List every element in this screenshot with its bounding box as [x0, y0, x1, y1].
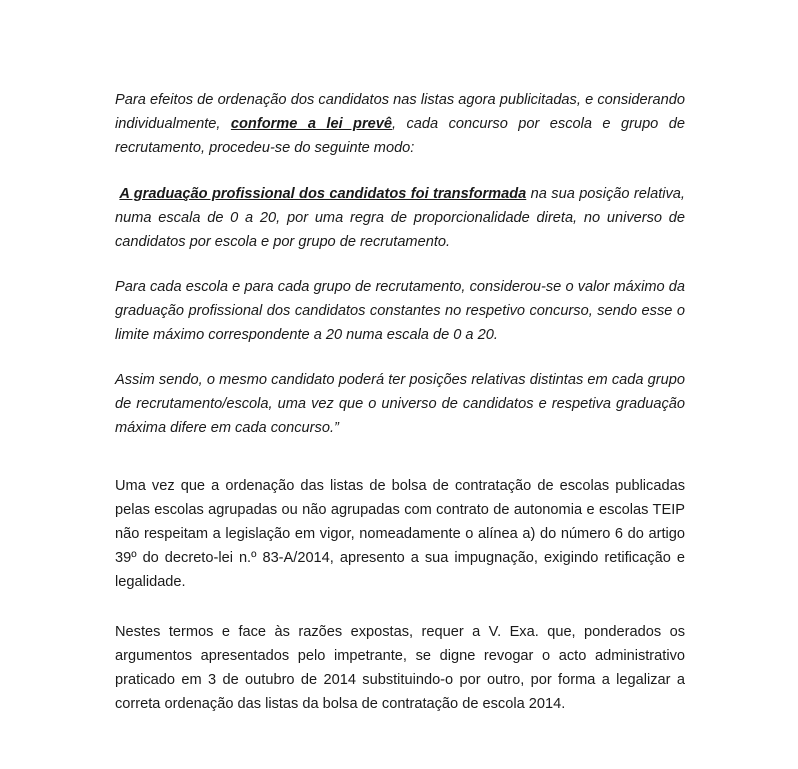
paragraph-max-value: Para cada escola e para cada grupo de recrutamento, considerou-se o valor máximo da graduação profissional dos candidatos constantes no respetivo concurso, sendo esse o limite máximo correspondente a 20 numa escala de 0 a 20.: [115, 279, 685, 343]
paragraph-graduation-transform: [115, 182, 685, 254]
paragraph-request: Nestes termos e face às razões expostas, requer a V. Exa. que, ponderados os argumentos apresentados pelo impetrante, se digne revogar o acto administrativo praticado em 3 de outubro de 2014 substituindo-o por outro, por forma a legalizar a correta ordenação das listas da bolsa de contratação de escola 2014.: [115, 624, 685, 712]
emphasis-graduation: A graduação profissional dos candidatos foi transformada: [119, 186, 527, 202]
paragraph-relative-positions: Assim sendo, o mesmo candidato poderá ter posições relativas distintas em cada grupo de recrutamento/escola, uma vez que o universo de candidatos e respetiva graduação máxima difere em cada concurso.”: [115, 372, 685, 436]
paragraph-ordering-purpose: [115, 88, 685, 160]
text: na sua posição relativa, numa escala de 0 a 20, por uma regra de proporcionalidade direta, no universo de candidatos por escola e por grupo de recrutamento.: [115, 186, 685, 250]
text: Para efeitos de ordenação dos candidatos nas listas agora publicitadas, e considerando individualmente,: [115, 92, 685, 132]
emphasis-law: conforme a lei prevê: [230, 116, 393, 132]
paragraph-impugnation: Uma vez que a ordenação das listas de bolsa de contratação de escolas publicadas pelas escolas agrupadas ou não agrupadas com contrato de autonomia e escolas TEIP não respeitam a legislação em vigor, nomeadamente o alínea a) do número 6 do artigo 39º do decreto-lei n.º 83-A/2014, apresento a sua impugnação, exigindo retificação e legalidade.: [115, 478, 685, 590]
text: , cada concurso por escola e grupo de recrutamento, procedeu-se do seguinte modo:: [115, 116, 685, 156]
